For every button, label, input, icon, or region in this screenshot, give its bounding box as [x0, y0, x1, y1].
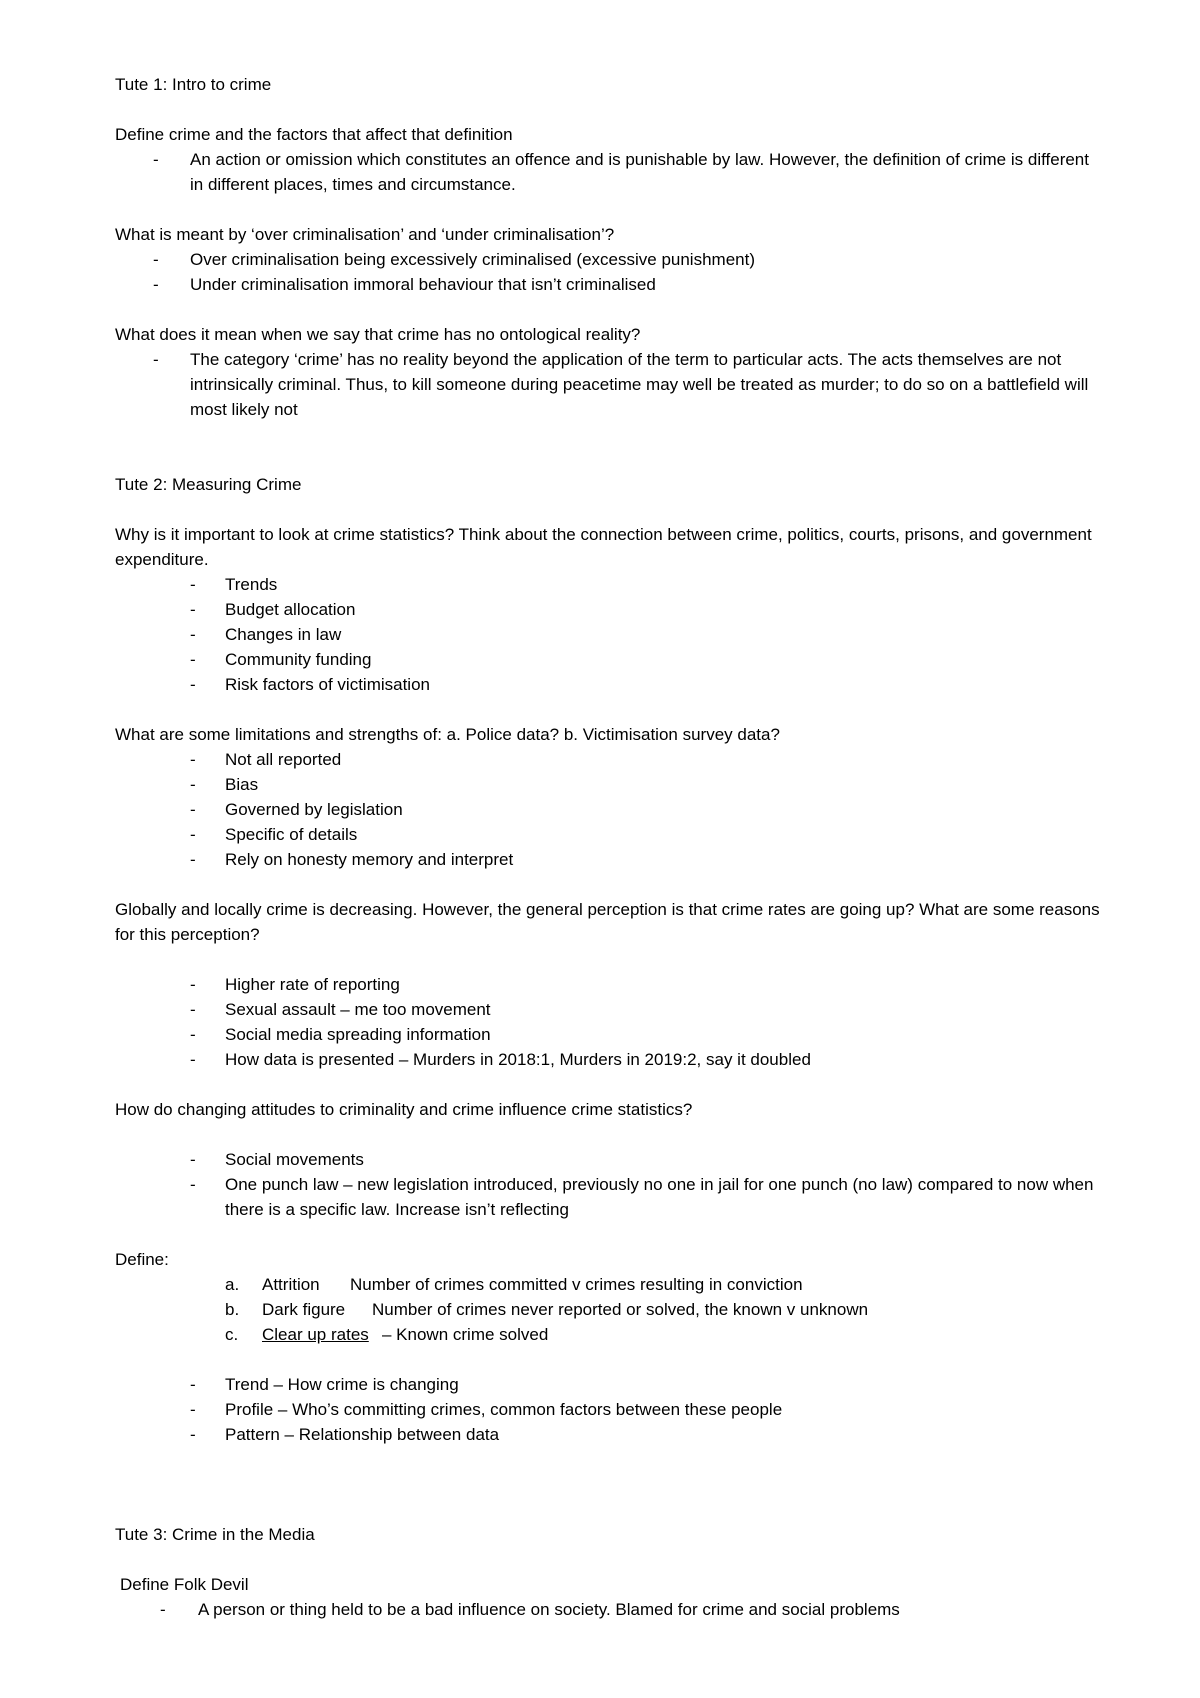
list-item: Budget allocation	[225, 600, 356, 619]
bullet-dash: -	[190, 1425, 196, 1444]
define-desc: – Known crime solved	[382, 1325, 549, 1344]
bullet-dash: -	[190, 800, 196, 819]
bullet-dash: -	[190, 1050, 196, 1069]
bullet-dash: -	[190, 600, 196, 619]
list-item: Social media spreading information	[225, 1025, 491, 1044]
bullet-dash: -	[190, 1375, 196, 1394]
bullet-dash: -	[153, 350, 159, 369]
define-desc: Number of crimes never reported or solved, the known v unknown	[372, 1300, 869, 1319]
list-item: Over criminalisation being excessively criminalised (excessive punishment)	[190, 250, 755, 269]
bullet-dash: -	[190, 750, 196, 769]
bullet-dash: -	[190, 850, 196, 869]
list-item: Sexual assault – me too movement	[225, 1000, 491, 1019]
bullet-dash: -	[190, 1000, 196, 1019]
define-term: Attrition	[262, 1275, 320, 1294]
list-item: Social movements	[225, 1150, 364, 1169]
list-item: An action or omission which constitutes an offence and is punishable by law. However, the definition of crime is different in different places, times and circumstance.	[190, 150, 1089, 194]
bullet-dash: -	[190, 1025, 196, 1044]
define-marker: b.	[225, 1300, 240, 1319]
list-item: Risk factors of victimisation	[225, 675, 430, 694]
bullet-dash: -	[160, 1600, 166, 1619]
bullet-dash: -	[153, 150, 159, 169]
define-marker: c.	[225, 1325, 239, 1344]
bullet-dash: -	[190, 650, 196, 669]
tute1-question-1: Define crime and the factors that affect that definition	[115, 125, 513, 144]
bullet-dash: -	[190, 575, 196, 594]
list-item: A person or thing held to be a bad influence on society. Blamed for crime and social problems	[198, 1600, 900, 1619]
tute2-question-3: Globally and locally crime is decreasing. However, the general perception is that crime rates are going up? What are some reasons for this perception?	[115, 900, 1100, 944]
define-label: Define:	[115, 1250, 169, 1269]
tute1-question-2: What is meant by ‘over criminalisation’ and ‘under criminalisation’?	[115, 225, 615, 244]
tute1-question-3: What does it mean when we say that crime has no ontological reality?	[115, 325, 641, 344]
tute2-question-2: What are some limitations and strengths of: a. Police data? b. Victimisation survey data?	[115, 725, 780, 744]
tute1-heading: Tute 1: Intro to crime	[115, 75, 272, 94]
define-term: Dark figure	[262, 1300, 346, 1319]
list-item: Not all reported	[225, 750, 342, 769]
list-item: Community funding	[225, 650, 372, 669]
list-item: Profile – Who’s committing crimes, common factors between these people	[225, 1400, 783, 1419]
list-item: Higher rate of reporting	[225, 975, 400, 994]
bullet-dash: -	[190, 625, 196, 644]
define-term: Clear up rates	[262, 1325, 369, 1344]
list-item: Specific of details	[225, 825, 358, 844]
list-item: Pattern – Relationship between data	[225, 1425, 500, 1444]
list-item: Rely on honesty memory and interpret	[225, 850, 514, 869]
bullet-dash: -	[153, 275, 159, 294]
bullet-dash: -	[190, 975, 196, 994]
tute2-question-1: Why is it important to look at crime statistics? Think about the connection between crime, politics, courts, prisons, and government expenditure.	[115, 525, 1092, 569]
tute3-question-1: Define Folk Devil	[120, 1575, 249, 1594]
list-item: Trend – How crime is changing	[225, 1375, 459, 1394]
bullet-dash: -	[153, 250, 159, 269]
list-item: Changes in law	[225, 625, 342, 644]
tute3-heading: Tute 3: Crime in the Media	[115, 1525, 315, 1544]
list-item: Trends	[225, 575, 278, 594]
list-item: Governed by legislation	[225, 800, 403, 819]
bullet-dash: -	[190, 1150, 196, 1169]
bullet-dash: -	[190, 825, 196, 844]
define-desc: Number of crimes committed v crimes resulting in conviction	[350, 1275, 803, 1294]
list-item: Bias	[225, 775, 259, 794]
define-marker: a.	[225, 1275, 240, 1294]
bullet-dash: -	[190, 1175, 196, 1194]
tute2-question-4: How do changing attitudes to criminality and crime influence crime statistics?	[115, 1100, 693, 1119]
bullet-dash: -	[190, 775, 196, 794]
tute2-heading: Tute 2: Measuring Crime	[115, 475, 302, 494]
list-item: How data is presented – Murders in 2018:1, Murders in 2019:2, say it doubled	[225, 1050, 811, 1069]
bullet-dash: -	[190, 675, 196, 694]
list-item: The category ‘crime’ has no reality beyond the application of the term to particular acts. The acts themselves are not intrinsically criminal. Thus, to kill someone during peacetime may well be treated as murder; to do so on a battlefield will most likely not	[190, 350, 1089, 419]
list-item: One punch law – new legislation introduced, previously no one in jail for one punch (no law) compared to now when there is a specific law. Increase isn’t reflecting	[225, 1175, 1094, 1219]
bullet-dash: -	[190, 1400, 196, 1419]
list-item: Under criminalisation immoral behaviour that isn’t criminalised	[190, 275, 656, 294]
